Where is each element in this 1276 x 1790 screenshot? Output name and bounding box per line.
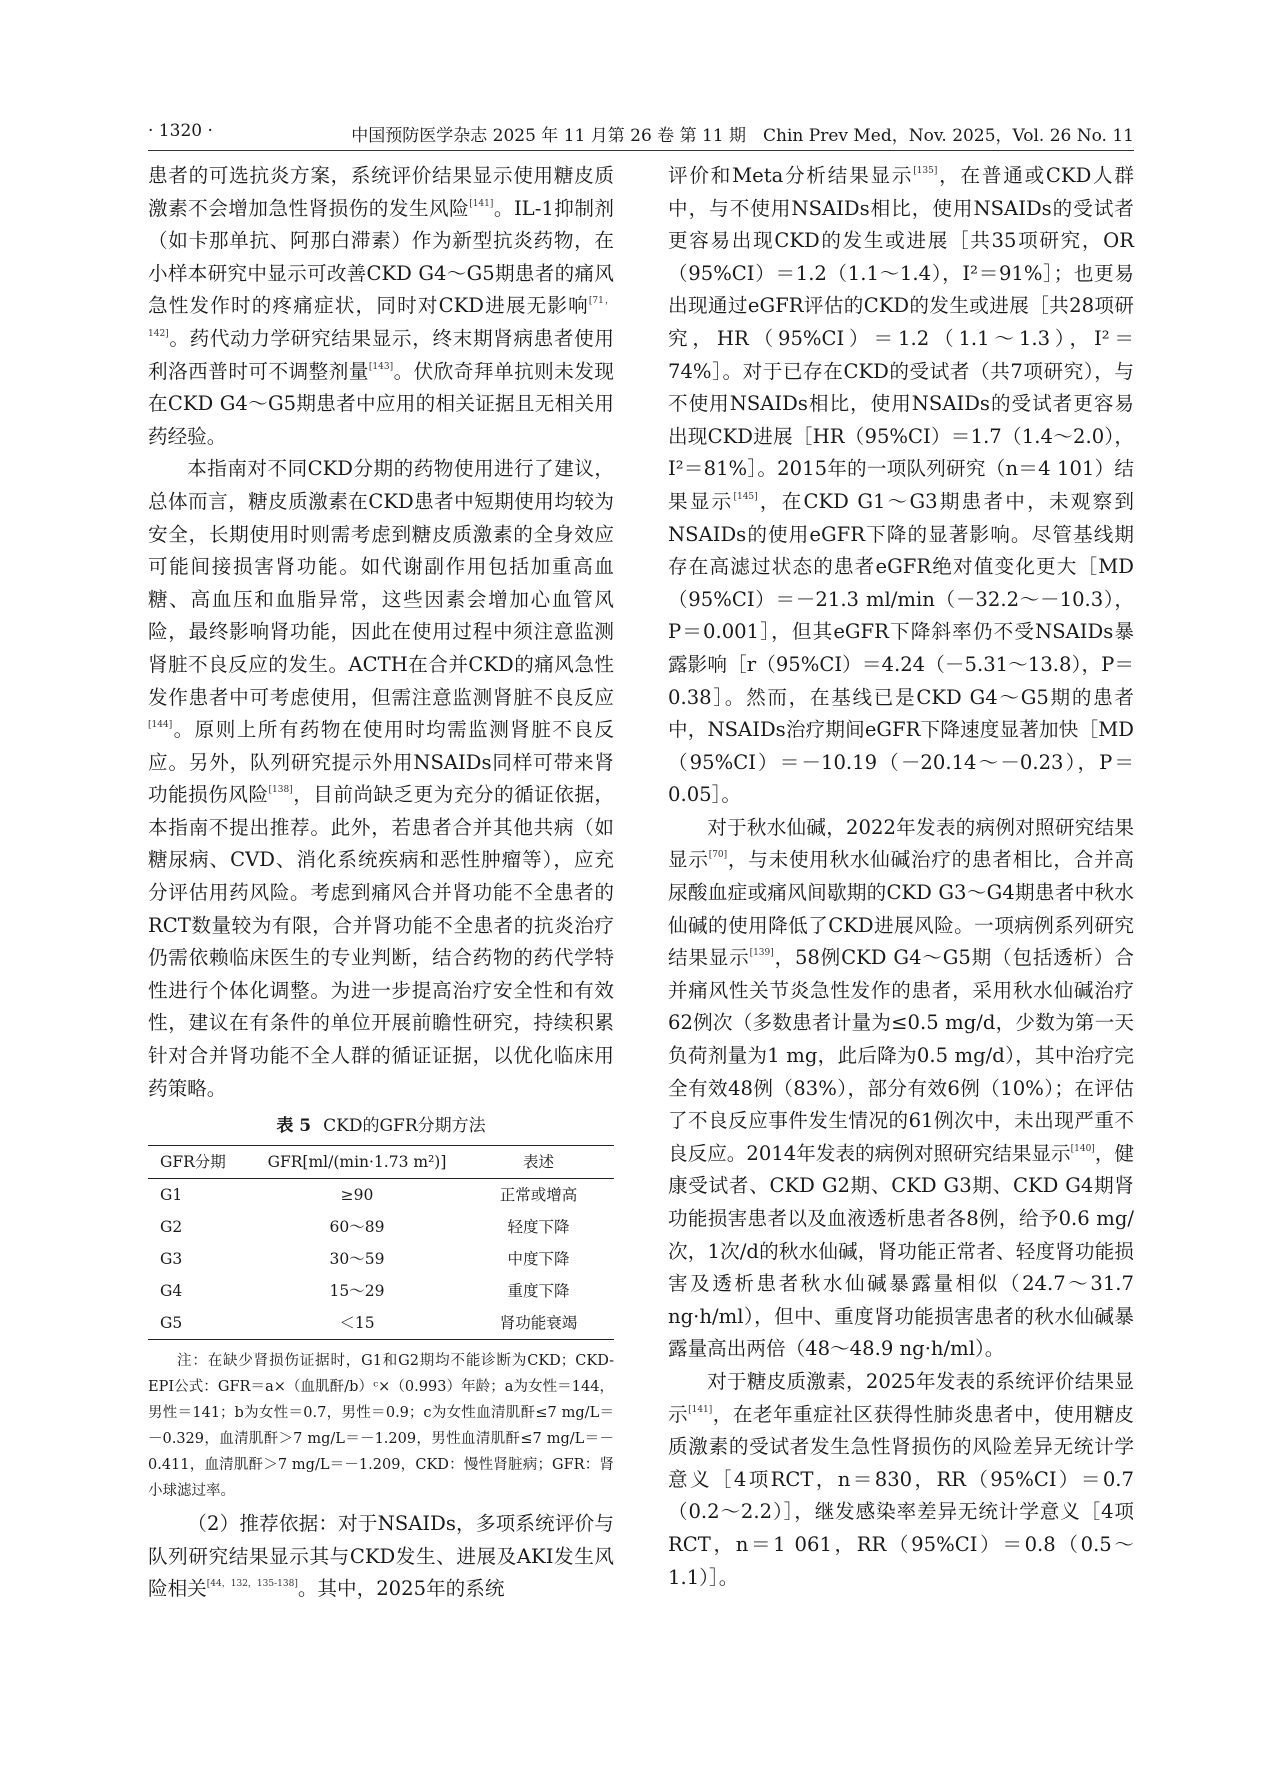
paragraph: 对于糖皮质激素，2025年发表的系统评价结果显示[141]，在老年重症社区获得性肺炎患者中，使用糖皮质激素的受试者发生急性肾损伤的风险差异无统计学意义［4项RCT，n＝830，RR（95%CI）＝0.7（0.2～2.2）］，继发感染率差异无统计学意义［4项RCT，n＝1 061，RR（95%CI）＝0.8（0.5～1.1）］。 [668,1369,1135,1589]
table-header: 表述 [463,1146,614,1179]
table-caption [148,1113,614,1139]
citation: [141] [688,1404,713,1415]
table-header: GFR[ml/(min·1.73 m²)] [251,1146,463,1179]
table-row: G2 60～89 轻度下降 [160,1218,570,1237]
citation: [44，132，135-138] [206,1579,298,1590]
citation: [143] [368,361,394,372]
page-number: · 1320 · [148,121,213,141]
paragraph: （2）推荐依据：对于NSAIDs，多项系统评价与队列研究结果显示其与CKD发生、进展及AKI发生风险相关[44，132，135-138]。其中，2025年的系统 [148,1512,614,1601]
citation: [139] [749,948,774,959]
right-column [668,160,1134,1594]
journal-citation: 中国预防医学杂志 2025 年 11 月第 26 卷 第 11 期 Chin Prev Med，Nov. 2025，Vol. 26 No. 11 [351,126,1134,146]
citation: [135] [913,166,938,176]
header-rule [148,150,1134,151]
gfr-table [148,1145,614,1340]
table-row: G3 30～59 中度下降 [160,1250,570,1269]
citation: [70] [708,850,728,861]
table-row: G4 15～29 重度下降 [160,1282,570,1301]
table-title: CKD的GFR分期方法 [323,1116,486,1137]
paragraph: 评价和Meta分析结果显示[135]，在普通或CKD人群中，与不使用NSAIDs相比，使用NSAIDs的受试者更容易出现CKD的发生或进展［共35项研究，OR（95%CI）＝1.2（1.1～1.4），I²＝91%］；也更易出现通过eGFR评估的CKD的发生或进展［共28项研究，HR（95%CI）＝1.2（1.1～1.3），I²＝74%］。对于已存在CKD的受试者（共7项研究），与不使用NSAIDs相比，使用NSAIDs的受试者更容易出现CKD进展［HR（95%CI）＝1.7（1.4～2.0），I²＝81%］。2015年的一项队列研究（n＝4 101）结果显示[145]，在CKD G1～G3期患者中，未观察到NSAIDs的使用eGFR下降的显著影响。尽管基线期存在高滤过状态的患者eGFR绝对值变化更大［MD（95%CI）＝－21.3 ml/min（－32.2～－10.3），P＝0.001］，但其eGFR下降斜率仍不受NSAIDs暴露影响［r（95%CI）＝4.24（－5.31～13.8），P＝0.38］。然而，在基线已是CKD G4～G5期的患者中，NSAIDs治疗期间eGFR下降速度显著加快［MD（95%CI）＝－10.19（－20.14～－0.23），P＝0.05］。 [668,164,1134,807]
table-label: 表 5 [276,1116,312,1137]
table-row: G5 ＜15 肾功能衰竭 [160,1314,578,1333]
table-header: GFR分期 [148,1146,251,1179]
citation: [71，142] [148,296,615,339]
left-column [148,160,614,1606]
citation: [140] [1070,1143,1095,1154]
running-header [148,121,1134,147]
table-note: 注：在缺少肾损伤证据时，G1和G2期均不能诊断为CKD；CKD-EPI公式：GFR＝a×（血肌酐/b）ᶜ×（0.993）年龄；a为女性＝144，男性＝141；b为女性＝0.7，男性＝0.9；c为女性血清肌酐≤7 mg/L＝－0.329，血清肌酐＞7 mg/L＝－1.209，男性血清肌酐≤7 mg/L＝－0.411，血清肌酐＞7 mg/L＝－1.209，CKD：慢性肾脏病；GFR：肾小球滤过率。 [148,1353,614,1500]
paragraph: 对于秋水仙碱，2022年发表的病例对照研究结果显示[70]，与未使用秋水仙碱治疗的患者相比，合并高尿酸血症或痛风间歇期的CKD G3～G4期患者中秋水仙碱的使用降低了CKD进展风险。一项病例系列研究结果显示[139]，58例CKD G4～G5期（包括透析）合并痛风性关节炎急性发作的患者，采用秋水仙碱治疗62例次（多数患者计量为≤0.5 mg/d，少数为第一天负荷剂量为1 mg，此后降为0.5 mg/d），其中治疗完全有效48例（83%），部分有效6例（10%）；在评估了不良反应事件发生情况的61例次中，未出现严重不良反应。2014年发表的病例对照研究结果显示[140]，健康受试者、CKD G2期、CKD G3期、CKD G4期肾功能损害患者以及血液透析患者各8例，给予0.6 mg/次，1次/d的秋水仙碱，肾功能正常者、轻度肾功能损害及透析患者秋水仙碱暴露量相似（24.7～31.7 ng·h/ml），但中、重度肾功能损害患者的秋水仙碱暴露量高出两倍（48～48.9 ng·h/ml）。 [668,815,1135,1361]
citation: [145] [733,491,758,502]
citation: [141] [469,198,494,209]
citation: [144] [148,720,173,731]
citation: [138] [268,785,293,796]
table-row: G1 ≥90 正常或增高 [160,1186,578,1205]
paragraph: 本指南对不同CKD分期的药物使用进行了建议，总体而言，糖皮质激素在CKD患者中短期使用均较为安全，长期使用时则需考虑到糖皮质激素的全身效应可能间接损害肾功能。如代谢副作用包括加重高血糖、高血压和血脂异常，这些因素会增加心血管风险，最终影响肾功能，因此在使用过程中须注意监测肾脏不良反应的发生。ACTH在合并CKD的痛风急性发作患者中可考虑使用，但需注意监测肾脏不良反应[144]。原则上所有药物在使用时均需监测肾脏不良反应。另外，队列研究提示外用NSAIDs同样可带来肾功能损伤风险[138]，目前尚缺乏更为充分的循证依据，本指南不提出推荐。此外，若患者合并其他共病（如糖尿病、CVD、消化系统疾病和恶性肿瘤等），应充分评估用药风险。考虑到痛风合并肾功能不全患者的RCT数量较为有限，合并肾功能不全患者的抗炎治疗仍需依赖临床医生的专业判断，结合药物的药代学特性进行个体化调整。为进一步提高治疗安全性和有效性，建议在有条件的单位开展前瞻性研究，持续积累针对合并肾功能不全人群的循证证据，以优化临床用药策略。 [148,457,615,1100]
paragraph: 患者的可选抗炎方案，系统评价结果显示使用糖皮质激素不会增加急性肾损伤的发生风险[141]。IL-1抑制剂（如卡那单抗、阿那白滞素）作为新型抗炎药物，在小样本研究中显示可改善CKD G4～G5期患者的痛风急性发作时的疼痛症状，同时对CKD进展无影响[71，142]。药代动力学研究结果显示，终末期肾病患者使用利洛西普时可不调整剂量[143]。伏欣奇拜单抗则未发现在CKD G4～G5期患者中应用的相关证据且无相关用药经验。 [148,164,615,448]
